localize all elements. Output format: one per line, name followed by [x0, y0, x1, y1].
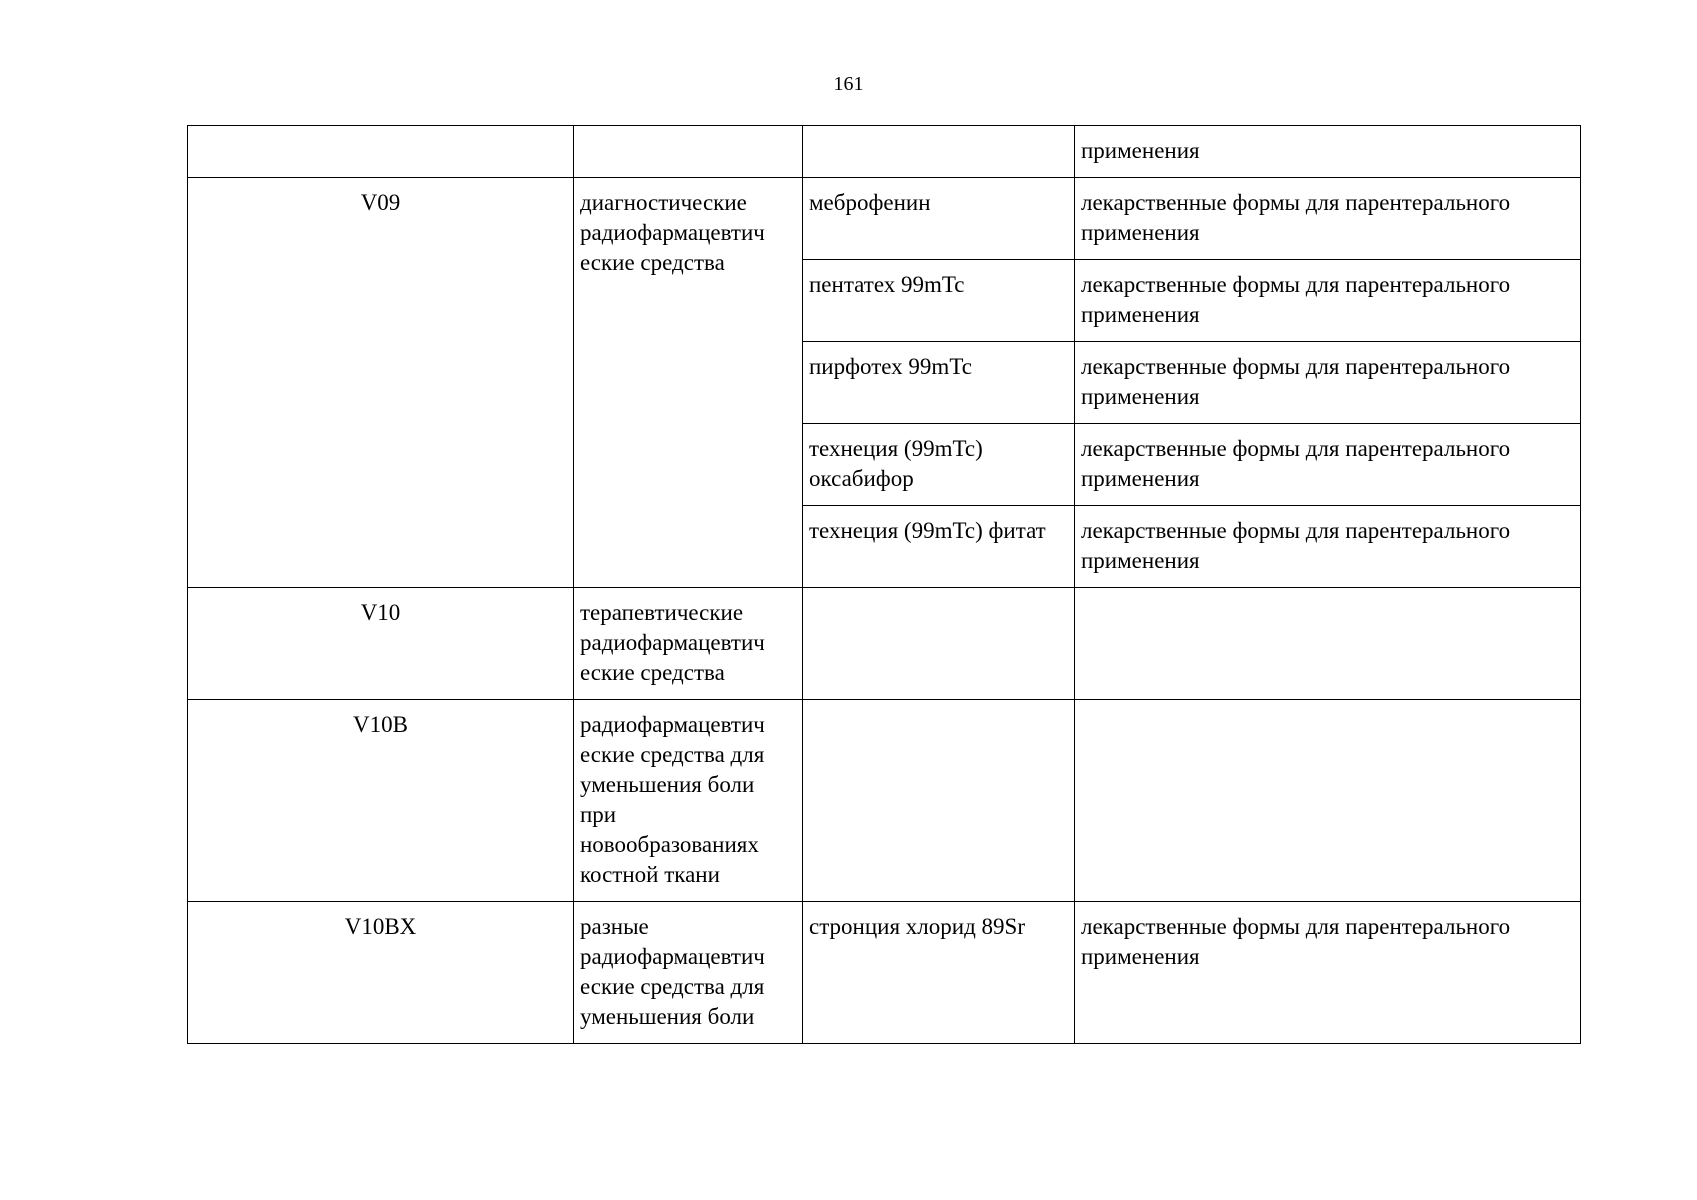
- code-cell: V10: [188, 588, 574, 700]
- group-name-cell: терапевтические радиофармацевтич еские средства: [574, 588, 803, 700]
- table-row: [188, 902, 1581, 1044]
- drug-name-cell: пирфотех 99mTc: [803, 342, 1075, 424]
- code-cell: V10B: [188, 700, 574, 902]
- drug-name-cell: технеция (99mTc) фитат: [803, 506, 1075, 588]
- drug-name-cell: технеция (99mTc) оксабифор: [803, 424, 1075, 506]
- table-row: [188, 700, 1581, 902]
- code-cell: V09: [188, 178, 574, 588]
- dosage-form-cell: применения: [1075, 126, 1581, 178]
- drug-list-table: [187, 125, 1581, 1044]
- dosage-form-cell: [1075, 588, 1581, 700]
- table-row: [188, 588, 1581, 700]
- drug-name-cell: меброфенин: [803, 178, 1075, 260]
- dosage-form-cell: лекарственные формы для парентерального применения: [1075, 902, 1581, 1044]
- page-number: 161: [833, 73, 864, 95]
- drug-name-cell: [803, 588, 1075, 700]
- drug-name-cell: стронция хлорид 89Sr: [803, 902, 1075, 1044]
- group-name-cell: разные радиофармацевтич еские средства для уменьшения боли: [574, 902, 803, 1044]
- drug-name-cell: [803, 700, 1075, 902]
- dosage-form-cell: лекарственные формы для парентерального применения: [1075, 424, 1581, 506]
- code-cell: V10BX: [188, 902, 574, 1044]
- dosage-form-cell: лекарственные формы для парентерального применения: [1075, 178, 1581, 260]
- group-name-cell: диагностические радиофармацевтич еские средства: [574, 178, 803, 588]
- dosage-form-cell: лекарственные формы для парентерального применения: [1075, 260, 1581, 342]
- dosage-form-cell: [1075, 700, 1581, 902]
- table-row: [188, 126, 1581, 178]
- dosage-form-cell: лекарственные формы для парентерального применения: [1075, 342, 1581, 424]
- group-name-cell: радиофармацевтич еские средства для уменьшения боли при новообразованиях костной ткани: [574, 700, 803, 902]
- group-name-cell: [574, 126, 803, 178]
- dosage-form-cell: лекарственные формы для парентерального применения: [1075, 506, 1581, 588]
- table-row: [188, 178, 1581, 260]
- code-cell: [188, 126, 574, 178]
- drug-name-cell: пентатех 99mTc: [803, 260, 1075, 342]
- drug-name-cell: [803, 126, 1075, 178]
